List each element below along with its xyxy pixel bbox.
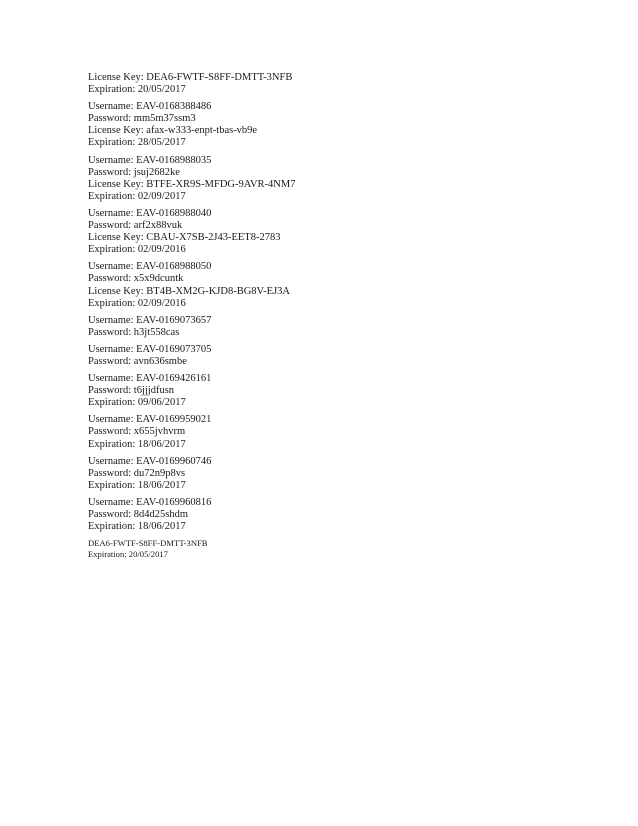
footer-note [88,538,568,560]
entry-block [88,456,568,492]
expiration-line: Expiration: 02/09/2016 [88,244,186,256]
entry-block [88,101,568,149]
password-line: Password: mm5m37ssm3 [88,113,196,125]
username-line: Username: EAV-0169960816 [88,496,212,508]
username-line: Username: EAV-0169073657 [88,314,212,326]
expiration-line: Expiration: 02/09/2016 [88,297,186,309]
license-key-line: License Key: BT4B-XM2G-KJD8-BG8V-EJ3A [88,285,291,297]
expiration-line: Expiration: 18/06/2017 [88,521,186,533]
expiration-line: Expiration: 09/06/2017 [88,397,186,409]
password-line: Password: x655jvhvrm [88,426,186,438]
username-line: Username: EAV-0169073705 [88,343,212,355]
license-key-line: License Key: afax-w333-enpt-tbas-vb9e [88,125,258,137]
username-line: Username: EAV-0168988035 [88,154,212,166]
password-line: Password: jsuj2682ke [88,166,180,178]
expiration-line: Expiration: 20/05/2017 [88,84,186,96]
license-key-line: License Key: CBAU-X7SB-2J43-EET8-2783 [88,232,281,244]
password-line: Password: x5x9dcuntk [88,273,184,285]
username-line: Username: EAV-0169959021 [88,414,212,426]
expiration-line: Expiration: 18/06/2017 [88,438,186,450]
entry-block [88,497,568,533]
expiration-line: Expiration: 28/05/2017 [88,137,186,149]
password-line: Password: du72n9p8vs [88,467,186,479]
document-page [88,72,568,565]
entry-block [88,344,568,368]
footer-expiration: Expiration: 20/05/2017 [88,549,168,560]
password-line: Password: arf2x88vuk [88,220,183,232]
license-key-line: License Key: BTFE-XR9S-MFDG-9AVR-4NM7 [88,178,296,190]
entry-block [88,72,568,96]
expiration-line: Expiration: 18/06/2017 [88,479,186,491]
username-line: Username: EAV-0169960746 [88,455,212,467]
username-line: Username: EAV-0168388486 [88,101,212,113]
expiration-line: Expiration: 02/09/2017 [88,190,186,202]
entry-block [88,155,568,203]
username-line: Username: EAV-0168988040 [88,207,212,219]
password-line: Password: 8d4d25shdm [88,509,189,520]
username-line: Username: EAV-0168988050 [88,261,212,273]
username-line: Username: EAV-0169426161 [88,373,212,385]
password-line: Password: t6jjjdfusn [88,385,175,397]
password-line: Password: avn636smbe [88,355,187,367]
entry-block [88,414,568,450]
entry-block [88,261,568,309]
entry-block [88,315,568,339]
footer-license-key: DEA6-FWTF-S8FF-DMTT-3NFB [88,538,208,549]
entry-block [88,208,568,256]
password-line: Password: h3jt558cas [88,326,180,338]
license-key-line: License Key: DEA6-FWTF-S8FF-DMTT-3NFB [88,72,293,83]
license-entries [88,72,568,533]
entry-block [88,373,568,409]
